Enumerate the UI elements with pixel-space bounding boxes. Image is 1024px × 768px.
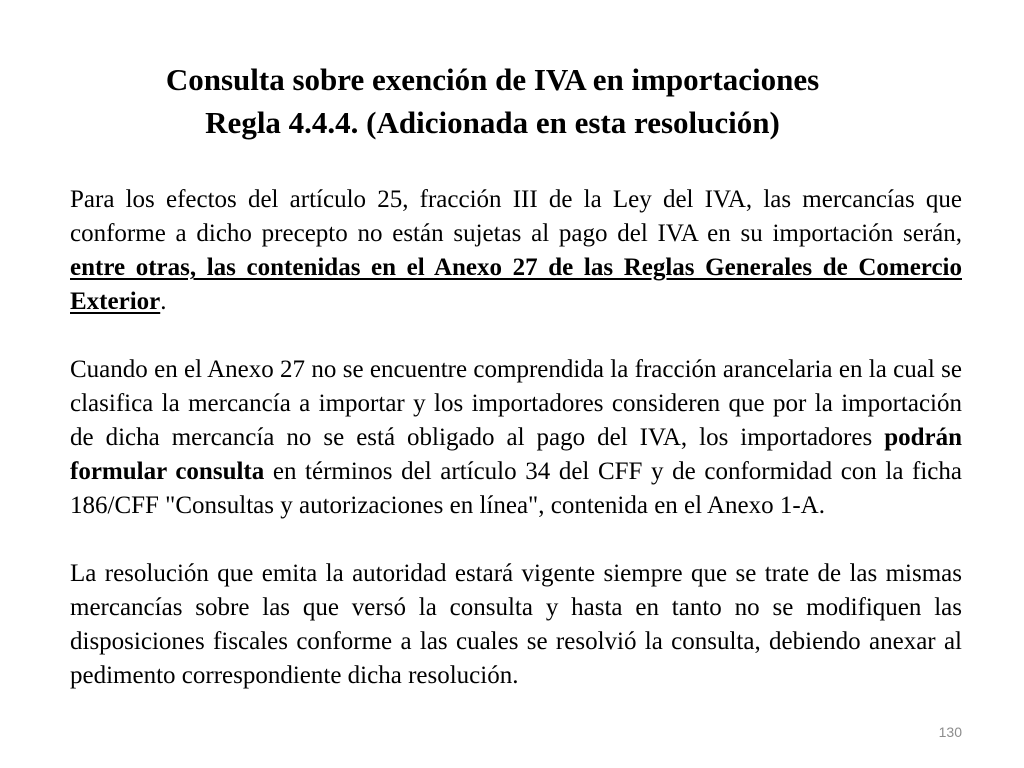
paragraph-1-text: Para los efectos del artículo 25, fracción III de la Ley del IVA, las mercancías que conforme a dicho precepto no están sujetas al pago del IVA en su importación serán,: [70, 186, 962, 247]
page-number: 130: [938, 724, 962, 740]
paragraph-2-end: en términos del artículo 34 del CFF y de conformidad con la ficha 186/CFF "Consultas y autorizaciones en línea", contenida en el Anexo 1-A.: [70, 458, 962, 519]
paragraph-2: [70, 353, 962, 523]
paragraph-2-emphasis: podrán formular consulta: [70, 424, 962, 485]
paragraph-1: [70, 183, 962, 319]
slide-body: [70, 183, 962, 693]
paragraph-1-emphasis: entre otras, las contenidas en el Anexo 27 de las Reglas Generales de Comercio Exterior: [70, 254, 962, 315]
title-line-2: Regla 4.4.4. (Adicionada en esta resolución): [205, 105, 780, 140]
paragraph-3: La resolución que emita la autoridad estará vigente siempre que se trate de las mismas mercancías sobre las que versó la consulta y hasta en tanto no se modifiquen las disposiciones fiscales conforme a las cuales se resolvió la consulta, debiendo anexar al pedimento correspondiente dicha resolución.: [70, 560, 962, 689]
paragraph-1-end: .: [160, 288, 167, 315]
title-line-1: Consulta sobre exención de IVA en importaciones: [165, 62, 820, 97]
slide-title: [70, 58, 915, 144]
paragraph-2-text: Cuando en el Anexo 27 no se encuentre comprendida la fracción arancelaria en la cual se clasifica la mercancía a importar y los importadores consideren que por la importación de dicha mercancía no se está obligado al pago del IVA, los importadores: [70, 356, 962, 451]
